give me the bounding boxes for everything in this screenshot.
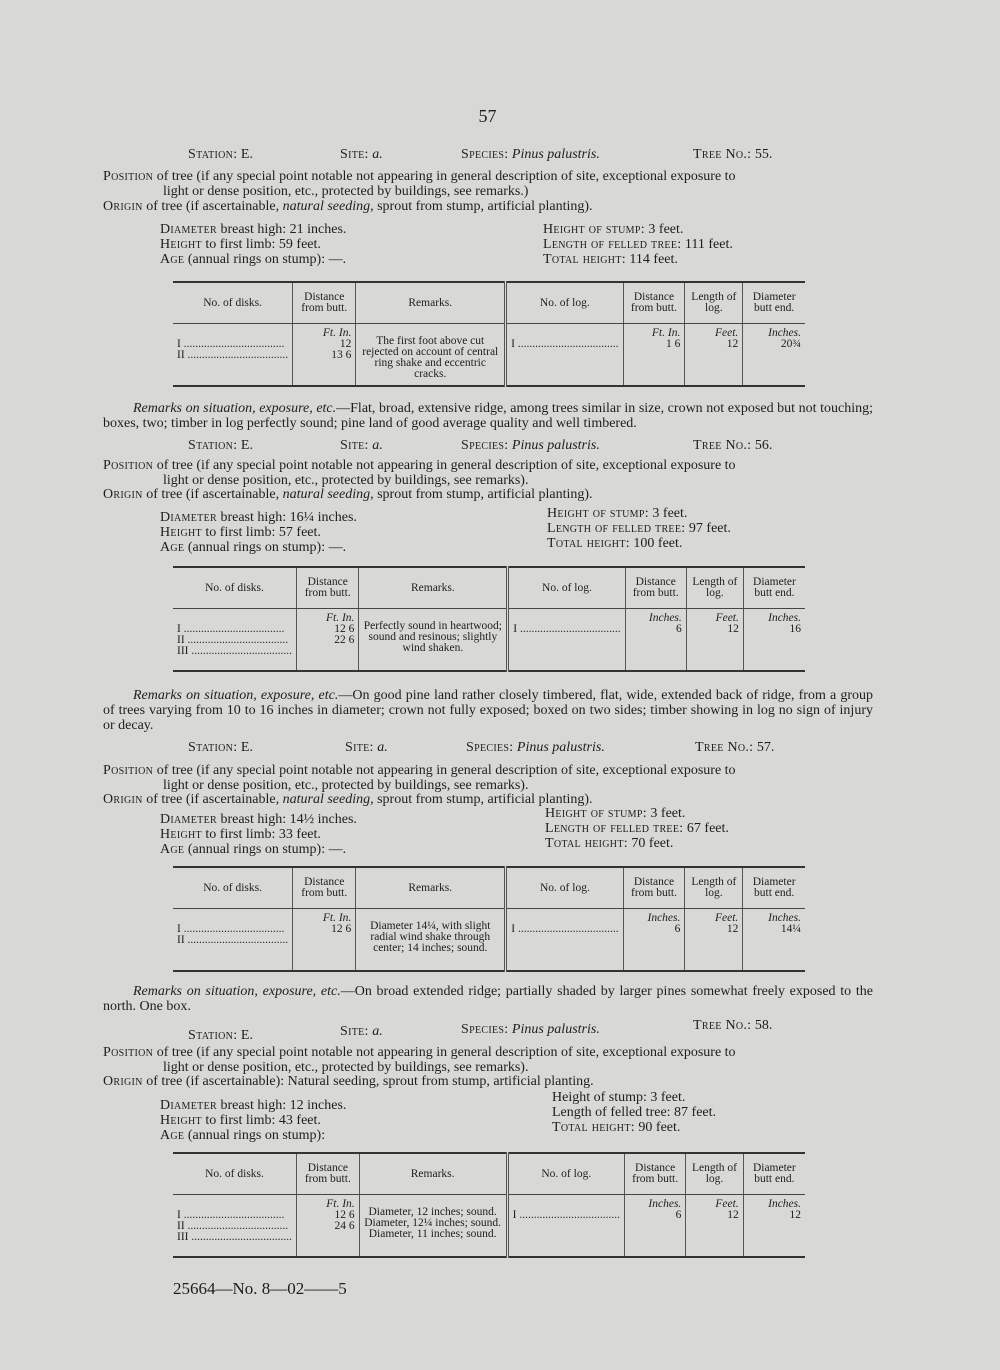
origin-description: Origin of tree (if ascertainable, natural seeding, sprout from stump, artificial planting). — [103, 487, 593, 502]
table-header-row: No. of disks. Distance from butt. Remarks. No. of log. Distance from butt. Length of log. Diameter butt end. — [173, 867, 805, 909]
origin-description: Origin of tree (if ascertainable, natural seeding, sprout from stump, artificial planting). — [103, 199, 593, 214]
site-field: Site: a. — [340, 147, 383, 162]
page-number: 57 — [478, 106, 497, 126]
table-header-row: No. of disks. Distance from butt. Remarks. No. of log. Distance from butt. Length of log. Diameter butt end. — [173, 282, 805, 324]
tree-number: Tree No.: 58. — [693, 1018, 773, 1033]
origin-description: Origin of tree (if ascertainable, natural seeding, sprout from stump, artificial planting). — [103, 792, 593, 807]
species-field: Species: Pinus palustris. — [466, 740, 605, 755]
position-description: Position of tree (if any special point notable not appearing in general description of site, exceptional exposure to light or dense position, etc., protected by buildings, see remarks). — [103, 1045, 736, 1075]
tree-measures-right: Height of stump: 3 feet. Length of felled tree: 67 feet. Total height: 70 feet. — [545, 806, 729, 851]
table-row: I ..... II ..... III ..... Ft. In. 12 6 22 6 Perfectly sound in heartwood; sound and resinous; slightly wind shaken. I ..... Inches. 6 Feet. 12 Inches. 16 — [173, 609, 805, 671]
tree-measures-right: Height of stump: 3 feet. Length of felled tree: 97 feet. Total height: 100 feet. — [547, 506, 731, 551]
tree-number: Tree No.: 57. — [695, 740, 775, 755]
tree-measures-right: Height of stump: 3 feet. Length of felled tree: 87 feet. Total height: 90 feet. — [552, 1090, 717, 1135]
remarks-paragraph: Remarks on situation, exposure, etc.—Flat, broad, extensive ridge, among trees similar in size, crown not exposed but not touching; boxes, two; timber in log perfectly sound; pine land of good average quality and well timbered. — [103, 401, 873, 431]
position-description: Position of tree (if any special point notable not appearing in general description of site, exceptional exposure to light or dense position, etc., protected by buildings, see remarks). — [103, 763, 736, 793]
disk-log-table — [173, 866, 805, 972]
tree-measures-right: Height of stump: 3 feet. Length of felled tree: 111 feet. Total height: 114 feet. — [543, 222, 733, 267]
position-description: Position of tree (if any special point notable not appearing in general description of site, exceptional exposure to light or dense position, etc., protected by buildings, see remarks). — [103, 458, 736, 488]
disk-log-table — [173, 1152, 805, 1258]
remarks-paragraph: Remarks on situation, exposure, etc.—On good pine land rather closely timbered, flat, wide, extended back of ridge, from a group of trees varying from 10 to 16 inches in diameter; crown not fully exposed; boxed on two sides; timber showing in log no sign of injury or decay. — [103, 688, 873, 733]
remarks-paragraph: Remarks on situation, exposure, etc.—On broad extended ridge; partially shaded by larger pines somewhat freely exposed to the north. One box. — [103, 984, 873, 1014]
species-field: Species: Pinus palustris. — [461, 147, 600, 162]
site-field: Site: a. — [340, 1024, 383, 1039]
site-field: Site: a. — [345, 740, 388, 755]
species-field: Species: Pinus palustris. — [461, 1022, 600, 1037]
table-header-row: No. of disks. Distance from butt. Remarks. No. of log. Distance from butt. Length of log. Diameter butt end. — [173, 1153, 805, 1195]
station-field: Station: E. — [188, 1028, 253, 1043]
table-row: I ..... II ..... III ..... Ft. In. 12 6 24 6 Diameter, 12 inches; sound. Diameter, 12¼ inches; sound. Diameter, 11 inches; sound. I ..... Inches. 6 Feet. 12 Inches. 12 — [173, 1195, 805, 1257]
table-header-row: No. of disks. Distance from butt. Remarks. No. of log. Distance from butt. Length of log. Diameter butt end. — [173, 567, 805, 609]
station-field: Station: E. — [188, 740, 253, 755]
site-field: Site: a. — [340, 438, 383, 453]
species-field: Species: Pinus palustris. — [461, 438, 600, 453]
tree-measures-left: Diameter breast high: 16¼ inches. Height to first limb: 57 feet. Age (annual rings on stump): —. — [160, 510, 357, 555]
tree-measures-left: Diameter breast high: 12 inches. Height to first limb: 43 feet. Age (annual rings on stump): — [160, 1098, 347, 1143]
tree-number: Tree No.: 56. — [693, 438, 773, 453]
print-footer: 25664—No. 8—02——5 — [173, 1279, 347, 1298]
table-row: I ..... II ..... Ft. In. 12 6 Diameter 14¼, with slight radial wind shake through center; 14 inches; sound. I ..... Inches. 6 Feet. 12 Inches. 14¼ — [173, 909, 805, 971]
station-field: Station: E. — [188, 147, 253, 162]
disk-log-table — [173, 566, 805, 672]
origin-description: Origin of tree (if ascertainable): Natural seeding, sprout from stump, artificial planting. — [103, 1074, 594, 1089]
tree-measures-left: Diameter breast high: 14½ inches. Height to first limb: 33 feet. Age (annual rings on stump): —. — [160, 812, 357, 857]
tree-measures-left: Diameter breast high: 21 inches. Height to first limb: 59 feet. Age (annual rings on stump): —. — [160, 222, 347, 267]
table-row: I ..... II ..... Ft. In. 12 13 6 The first foot above cut rejected on account of central ring shake and eccentric cracks. I ..... Ft. In. 1 6 Feet. 12 Inches. 20¾ — [173, 324, 805, 386]
station-field: Station: E. — [188, 438, 253, 453]
disk-log-table — [173, 281, 805, 387]
tree-number: Tree No.: 55. — [693, 147, 773, 162]
position-description: Position of tree (if any special point notable not appearing in general description of site, exceptional exposure to light or dense position, etc., protected by buildings, see remarks.) — [103, 169, 736, 199]
